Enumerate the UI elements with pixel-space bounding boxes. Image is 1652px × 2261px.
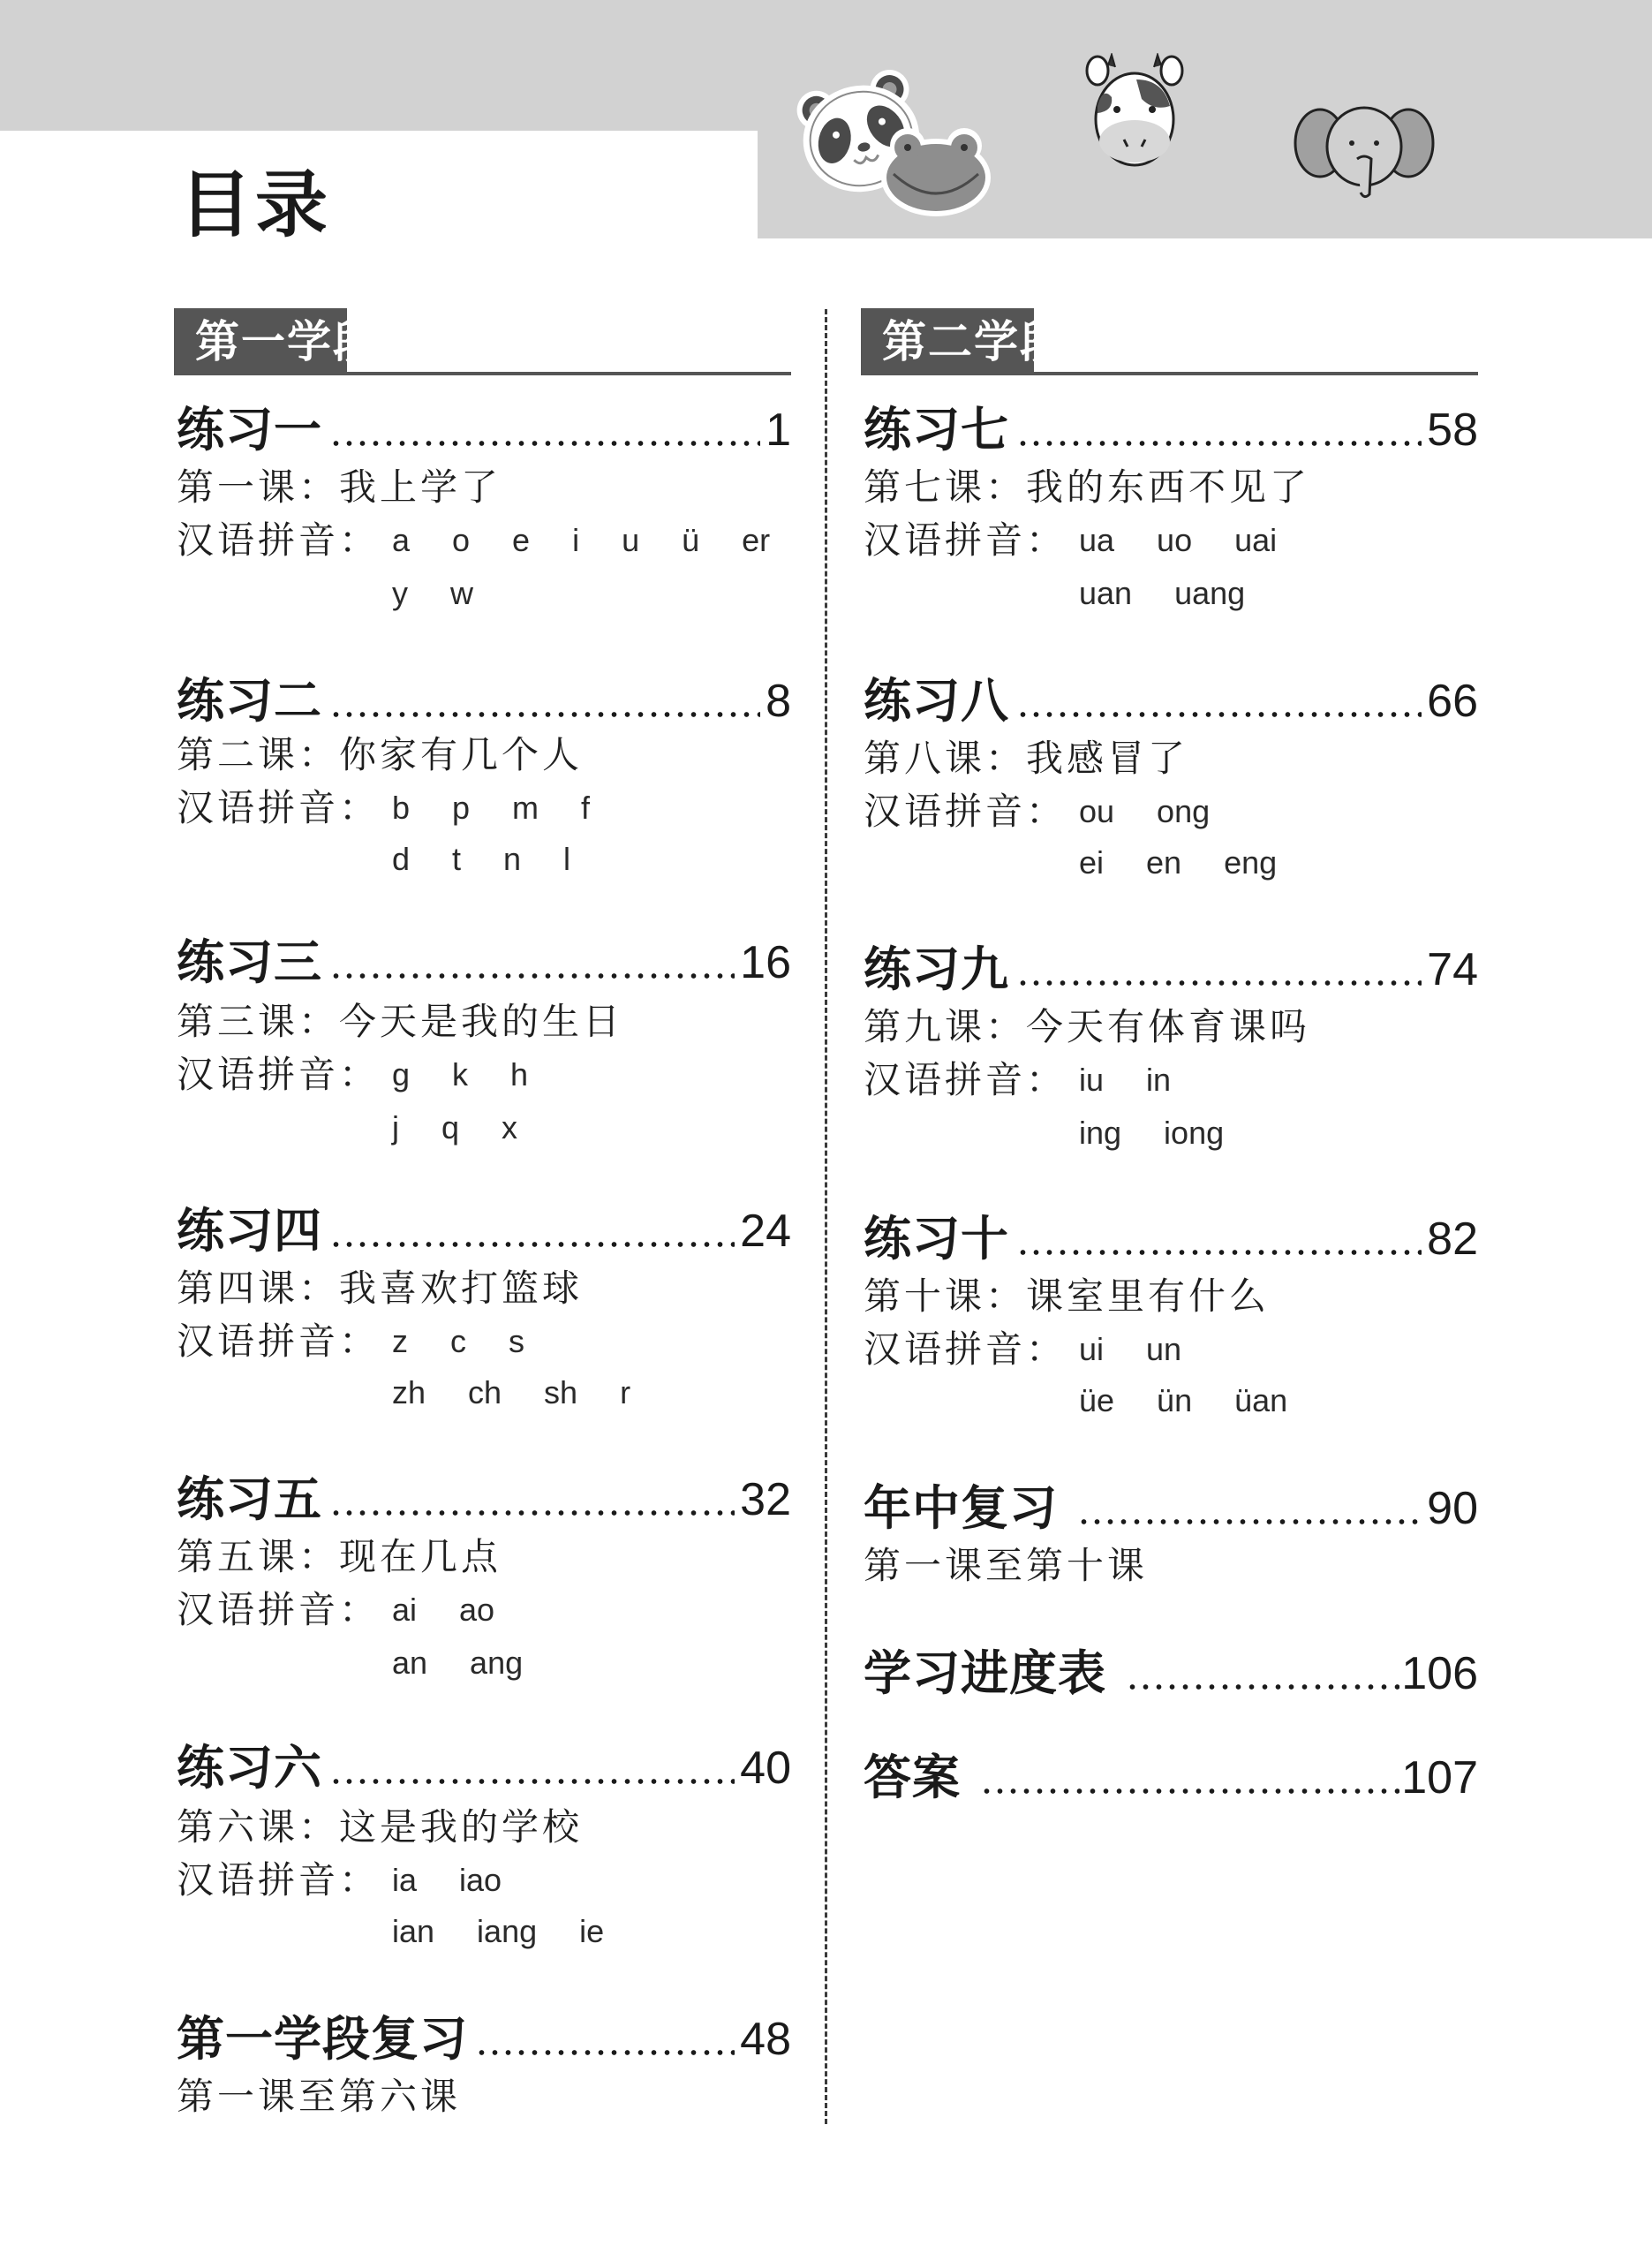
- page-number: 107: [1401, 1752, 1478, 1804]
- pinyin-row: ian iang ie: [392, 1913, 605, 1949]
- pinyin-row: j q x: [392, 1109, 518, 1146]
- entry-heading[interactable]: [864, 673, 1478, 730]
- toc-entry-answers[interactable]: [864, 1750, 1478, 1806]
- section-label: 第一学段: [174, 308, 347, 375]
- pinyin-row: an ang: [392, 1645, 524, 1681]
- toc-entry-exercise-9[interactable]: [864, 941, 1478, 1153]
- pinyin-label: 汉语拼音：: [177, 1053, 381, 1096]
- pinyin-row: ai ao: [392, 1592, 495, 1628]
- pinyin-label: 汉语拼音：: [177, 1320, 381, 1363]
- pinyin-row: ia iao: [392, 1862, 502, 1898]
- toc-entry-midyear-review[interactable]: [864, 1480, 1478, 1595]
- mascot-strip: [777, 0, 1652, 238]
- entry-title: 练习七: [864, 402, 1009, 457]
- lesson-title: 第五课：现在几点: [177, 1535, 502, 1578]
- pinyin-row: d t n l: [392, 841, 571, 877]
- dot-leader: [1016, 980, 1422, 986]
- entry-title: 练习三: [177, 934, 322, 990]
- entry-title: 学习进度表: [864, 1645, 1106, 1701]
- pinyin-label: 汉语拼音：: [864, 518, 1067, 562]
- section-header-stage-2: [861, 308, 1478, 375]
- dot-leader: [329, 441, 760, 446]
- lesson-title: 第一课：我上学了: [177, 465, 502, 509]
- pinyin-row: ui un: [1079, 1331, 1182, 1367]
- dot-leader: [1077, 1519, 1422, 1524]
- pinyin-label: 汉语拼音：: [864, 1327, 1067, 1371]
- entry-heading[interactable]: [177, 673, 791, 730]
- pinyin-row: iu in: [1079, 1062, 1172, 1098]
- toc-entry-progress-chart[interactable]: [864, 1645, 1478, 1702]
- entry-title: 练习一: [177, 402, 322, 457]
- toc-entry-stage-1-review[interactable]: [177, 2011, 791, 2126]
- dot-leader: [329, 1242, 735, 1247]
- entry-title: 答案: [864, 1750, 961, 1805]
- dot-leader: [1016, 712, 1422, 717]
- toc-entry-exercise-1[interactable]: [177, 402, 791, 614]
- lesson-title: 第十课：课室里有什么: [864, 1274, 1271, 1318]
- dot-leader: [329, 1779, 735, 1784]
- entry-heading[interactable]: [864, 1480, 1478, 1537]
- page-number: 106: [1401, 1648, 1478, 1699]
- pinyin-row: g k h: [392, 1056, 529, 1093]
- entry-heading[interactable]: [177, 402, 791, 458]
- dot-leader: [329, 1510, 735, 1516]
- lesson-title: 第二课：你家有几个人: [177, 733, 584, 776]
- lesson-title: 第四课：我喜欢打篮球: [177, 1267, 584, 1310]
- dot-leader: [1126, 1684, 1399, 1690]
- pinyin-row: ing iong: [1079, 1115, 1225, 1151]
- toc-entry-exercise-5[interactable]: [177, 1471, 791, 1683]
- page-number: 48: [740, 2014, 791, 2065]
- entry-title: 练习五: [177, 1471, 322, 1527]
- pinyin-row: a o e i u ü er: [392, 522, 771, 558]
- title-tab: [0, 131, 758, 246]
- page-number: 1: [766, 405, 791, 456]
- entry-title: 练习十: [864, 1211, 1009, 1267]
- toc-entry-exercise-4[interactable]: [177, 1203, 791, 1415]
- page-title: 目录: [179, 163, 332, 247]
- entry-title: 练习六: [177, 1740, 322, 1796]
- entry-title: 练习八: [864, 673, 1009, 729]
- pinyin-row: zh ch sh r: [392, 1374, 631, 1410]
- page-number: 58: [1427, 405, 1478, 456]
- page-number: 32: [740, 1474, 791, 1525]
- entry-heading[interactable]: [864, 1750, 1478, 1806]
- entry-heading[interactable]: [864, 941, 1478, 998]
- entry-title: 练习四: [177, 1203, 322, 1259]
- entry-heading[interactable]: [864, 402, 1478, 458]
- page-number: 82: [1427, 1214, 1478, 1265]
- lesson-title: 第六课：这是我的学校: [177, 1805, 584, 1849]
- section-header-stage-1: [174, 308, 791, 375]
- lesson-title: 第九课：今天有体育课吗: [864, 1005, 1311, 1048]
- dot-leader: [1016, 1250, 1422, 1255]
- dot-leader: [1016, 441, 1422, 446]
- page-number: 16: [740, 937, 791, 988]
- pinyin-row: b p m f: [392, 790, 591, 826]
- pinyin-label: 汉语拼音：: [177, 1858, 381, 1902]
- pinyin-row: uan uang: [1079, 575, 1246, 611]
- page-number: 90: [1427, 1483, 1478, 1534]
- page-number: 66: [1427, 676, 1478, 727]
- lesson-title: 第七课：我的东西不见了: [864, 465, 1311, 509]
- pinyin-row: z c s: [392, 1323, 525, 1359]
- pinyin-label: 汉语拼音：: [864, 1058, 1067, 1101]
- toc-entry-exercise-6[interactable]: [177, 1740, 791, 1952]
- entry-heading[interactable]: [864, 1211, 1478, 1267]
- dot-leader: [980, 1788, 1399, 1794]
- page-number: 74: [1427, 944, 1478, 995]
- column-divider: [825, 309, 827, 2124]
- entry-title: 练习九: [864, 941, 1009, 997]
- lesson-range: 第一课至第六课: [177, 2075, 462, 2118]
- entry-heading[interactable]: [177, 1471, 791, 1528]
- lesson-title: 第三课：今天是我的生日: [177, 1000, 624, 1043]
- entry-heading[interactable]: [177, 1203, 791, 1259]
- pinyin-label: 汉语拼音：: [177, 786, 381, 829]
- pinyin-label: 汉语拼音：: [864, 790, 1067, 833]
- pinyin-label: 汉语拼音：: [177, 518, 381, 562]
- pinyin-row: ou ong: [1079, 793, 1211, 829]
- pinyin-row: ei en eng: [1079, 844, 1278, 881]
- entry-heading[interactable]: [864, 1645, 1478, 1702]
- entry-heading[interactable]: [177, 1740, 791, 1796]
- toc-entry-exercise-3[interactable]: [177, 934, 791, 1146]
- toc-entry-exercise-2[interactable]: [177, 673, 791, 885]
- section-label: 第二学段: [861, 308, 1034, 375]
- toc-entry-exercise-8[interactable]: [864, 673, 1478, 885]
- entry-heading[interactable]: [177, 2011, 791, 2068]
- page-number: 24: [740, 1206, 791, 1257]
- frog-icon: [874, 119, 998, 221]
- toc-entry-exercise-7[interactable]: [864, 402, 1478, 614]
- entry-title: 练习二: [177, 673, 322, 729]
- entry-heading[interactable]: [177, 934, 791, 991]
- entry-title: 第一学段复习: [177, 2011, 468, 2067]
- pinyin-row: üe ün üan: [1079, 1382, 1288, 1418]
- toc-entry-exercise-10[interactable]: [864, 1211, 1478, 1423]
- elephant-icon: [1294, 97, 1435, 208]
- page-number: 40: [740, 1743, 791, 1794]
- dot-leader: [329, 973, 735, 979]
- entry-title: 年中复习: [864, 1480, 1058, 1536]
- lesson-title: 第八课：我感冒了: [864, 737, 1189, 780]
- pinyin-label: 汉语拼音：: [177, 1588, 381, 1631]
- page-number: 8: [766, 676, 791, 727]
- dot-leader: [329, 712, 760, 717]
- lesson-range: 第一课至第十课: [864, 1544, 1149, 1587]
- cow-icon: [1082, 53, 1188, 168]
- dot-leader: [475, 2050, 735, 2055]
- pinyin-row: ua uo uai: [1079, 522, 1278, 558]
- pinyin-row: y w: [392, 575, 474, 611]
